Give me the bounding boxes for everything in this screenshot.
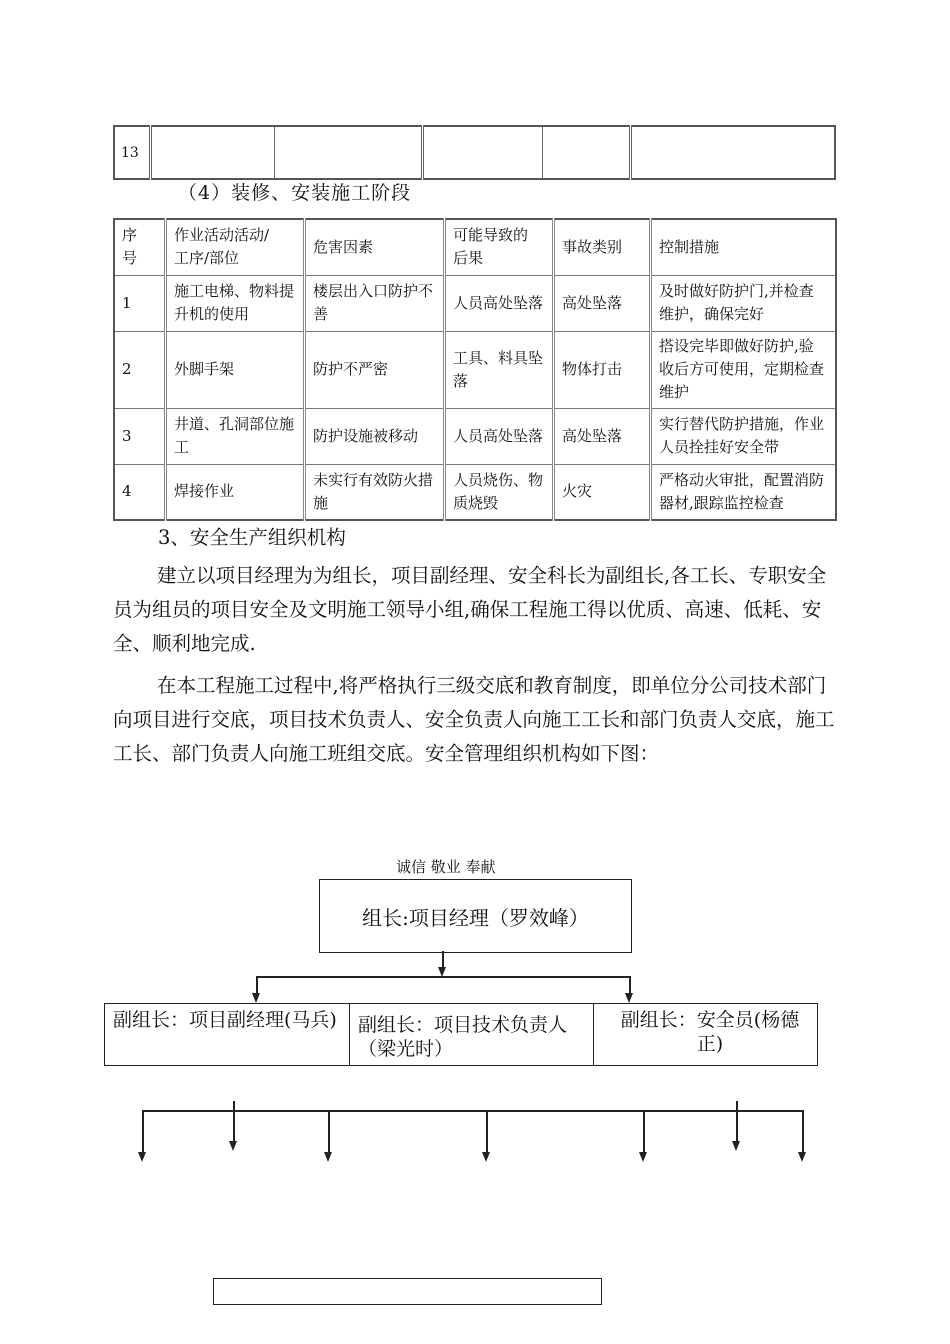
cell-category: 物体打击 [554, 331, 651, 408]
connector-line [643, 1110, 645, 1152]
cell-activity: 焊接作业 [166, 464, 305, 520]
paragraph: 建立以项目经理为为组长，项目副经理、安全科长为副组长,各工长、专职安全员为组员的项目安全及文明施工领导小组,确保工程施工得以优质、高速、低耗、安全、顺利地完成. [113, 564, 827, 655]
empty-box [213, 1278, 602, 1305]
table-cell [275, 126, 423, 179]
cell-hazard: 防护设施被移动 [305, 408, 445, 464]
arrow-down-icon [798, 1152, 806, 1162]
cell-measures: 及时做好防护门,并检查维护，确保完好 [651, 275, 837, 331]
cell-activity: 施工电梯、物料提升机的使用 [166, 275, 305, 331]
arrow-down-icon [482, 1152, 490, 1162]
table-row [114, 408, 836, 464]
cell-category: 高处坠落 [554, 275, 651, 331]
paragraph: 在本工程施工过程中,将严格执行三级交底和教育制度，即单位分公司技术部门向项目进行交底，项目技术负责人、安全负责人向施工工长和部门负责人交底，施工工长、部门负责人向施工班组交底。安全管理组织机构如下图： [113, 674, 835, 765]
table-cell [543, 126, 631, 179]
table-row [114, 464, 836, 520]
cell-measures: 搭设完毕即做好防护,验收后方可使用，定期检查维护 [651, 331, 837, 408]
table-header-row [114, 219, 836, 275]
slogan: 诚信 敬业 奉献 [396, 858, 496, 876]
cell-hazard: 未实行有效防火措施 [305, 464, 445, 520]
divider [349, 1004, 350, 1065]
cell-activity: 井道、孔洞部位施工 [166, 408, 305, 464]
subheading: 3、安全生产组织机构 [158, 526, 346, 549]
header-cell-category: 事故类别 [554, 219, 651, 275]
connector-line [256, 976, 631, 978]
cell-hazard: 防护不严密 [305, 331, 445, 408]
cell-measures: 严格动火审批，配置消防器材,跟踪监控检查 [651, 464, 837, 520]
header-cell-measures: 控制措施 [651, 219, 837, 275]
leader-box [319, 879, 632, 953]
arrow-down-icon [732, 1141, 740, 1151]
cell-hazard: 楼层出入口防护不善 [305, 275, 445, 331]
cell-consequence: 人员高处坠落 [445, 408, 554, 464]
arrow-down-icon [625, 993, 633, 1003]
table-row [114, 275, 836, 331]
connector-line [486, 1110, 488, 1152]
header-cell-hazard: 危害因素 [305, 219, 445, 275]
cell-category: 火灾 [554, 464, 651, 520]
deputy-box-3: 副组长：安全员(杨德正) [620, 1009, 800, 1055]
cell-activity: 外脚手架 [166, 331, 305, 408]
cell-no: 1 [114, 275, 166, 331]
arrow-down-icon [639, 1152, 647, 1162]
cell-consequence: 人员烧伤、物质烧毁 [445, 464, 554, 520]
arrow-down-icon [229, 1141, 237, 1151]
cell-no: 2 [114, 331, 166, 408]
connector-line [442, 951, 444, 967]
deputy-box-1: 副组长：项目副经理(马兵) [113, 1009, 337, 1031]
connector-line [142, 1110, 804, 1112]
hazard-table [113, 218, 837, 521]
deputy-box-2: 副组长：项目技术负责人（梁光时） [358, 1014, 568, 1060]
deputies-row [104, 1003, 818, 1066]
header-cell-consequence: 可能导致的 后果 [445, 219, 554, 275]
arrow-down-icon [252, 993, 260, 1003]
connector-line [629, 976, 631, 993]
cell-consequence: 人员高处坠落 [445, 275, 554, 331]
connector-line [328, 1110, 330, 1152]
cell-no: 4 [114, 464, 166, 520]
row-number: 13 [114, 126, 151, 179]
table-cell [151, 126, 275, 179]
connector-line [256, 976, 258, 993]
connector-line [802, 1110, 804, 1152]
cell-measures: 实行替代防护措施，作业人员拴挂好安全带 [651, 408, 837, 464]
connector-line [142, 1110, 144, 1152]
table-row-13 [113, 125, 836, 180]
arrow-down-icon [324, 1152, 332, 1162]
cell-consequence: 工具、料具坠落 [445, 331, 554, 408]
arrow-down-icon [138, 1152, 146, 1162]
header-cell-activity: 作业活动活动/ 工序/部位 [166, 219, 305, 275]
cell-no: 3 [114, 408, 166, 464]
cell-category: 高处坠落 [554, 408, 651, 464]
table-cell [631, 126, 836, 179]
section-heading: （4）装修、安装施工阶段 [178, 182, 412, 204]
divider [593, 1004, 594, 1065]
connector-line [736, 1101, 738, 1141]
header-cell-no: 序 号 [114, 219, 166, 275]
connector-line [233, 1101, 235, 1141]
leader-label: 组长:项目经理（罗效峰） [362, 906, 589, 930]
table-cell [423, 126, 543, 179]
table-row [114, 331, 836, 408]
